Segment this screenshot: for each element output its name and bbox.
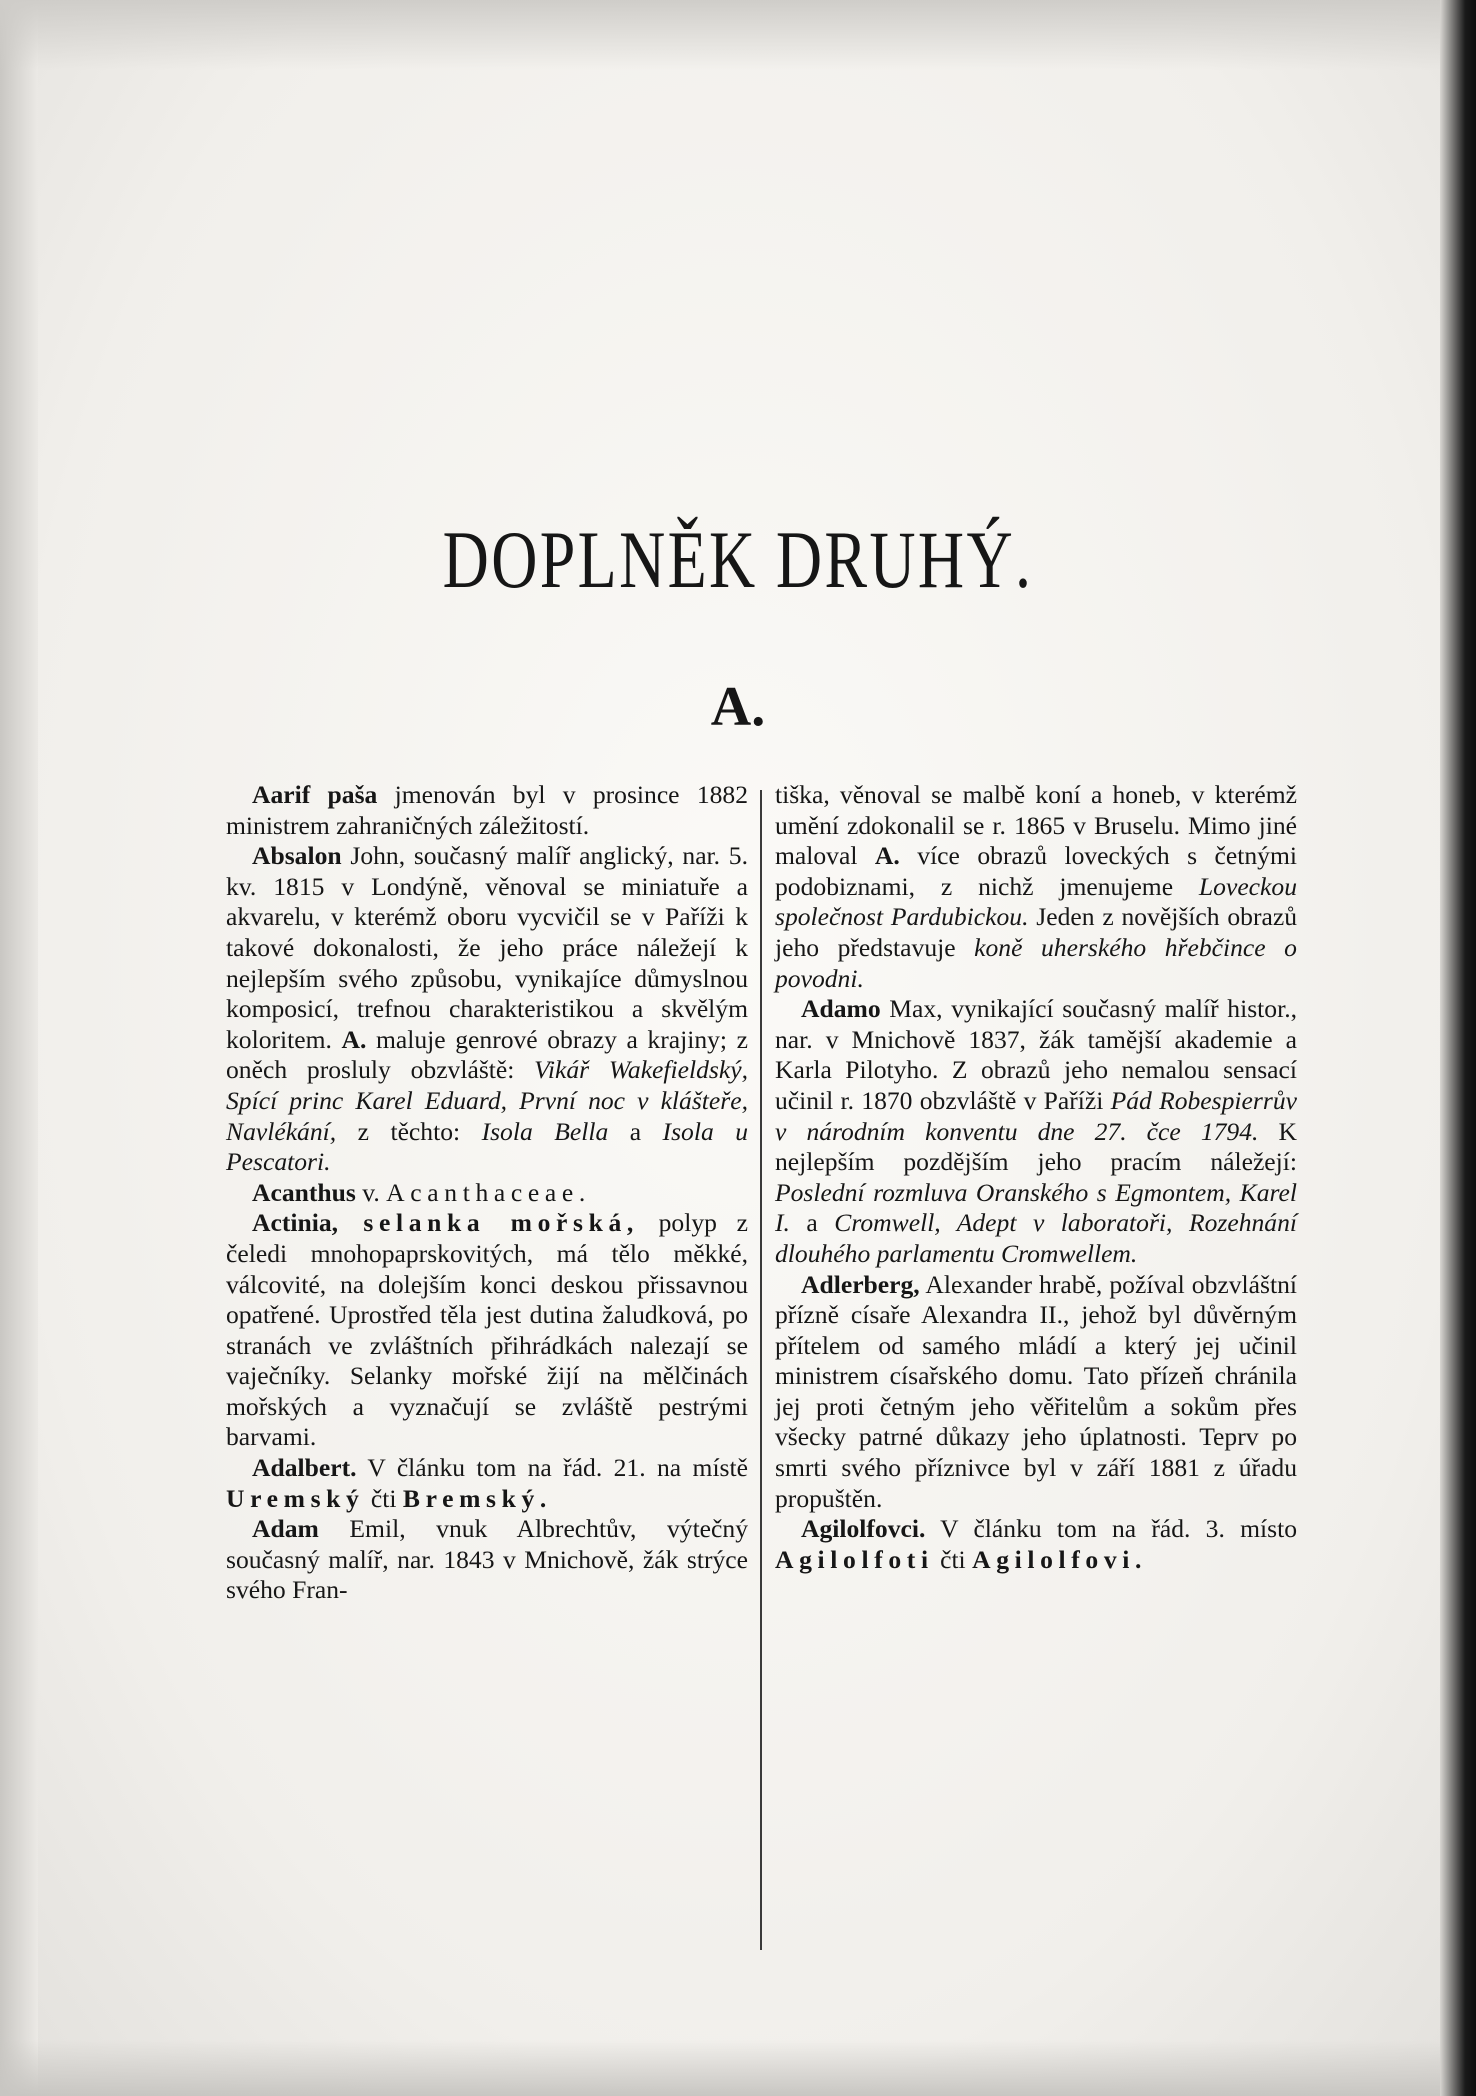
entry-text: v kterémž umění zdokonalil se r. 1865 v Bruselu. Mimo jiné maloval [775,780,1297,871]
entry-abbrev: A. [341,1024,367,1054]
right-column [775,780,1297,1575]
entry-adlerberg [775,1270,1297,1515]
entry-works: Isola u Pescatori. [226,1116,748,1177]
entry-headword: Adam [252,1514,319,1544]
entry-text: V článku tom na řád. 21. na místě [356,1453,748,1483]
entry-headword: Adalbert. [252,1453,357,1483]
entry-text: maluje genrové obrazy a krajiny; z oněch prosluly obzvláště: [226,1024,748,1085]
bottom-page-shadow [0,2040,1476,2096]
entry-text: a [789,1208,835,1238]
entry-text: Jeden z novějších obrazů jeho představuje [775,902,1297,962]
left-page-shadow [0,0,38,2096]
entry-works: Vikář Wakefieldský, Spící princ Karel Eduard, První noc v klášteře, Navlékání, [226,1055,748,1146]
entry-headword: Adlerberg, [801,1269,920,1299]
entry-headword: Aarif paša [252,780,378,809]
entry-text: v. [355,1177,387,1207]
entry-text: z těchto: [336,1116,482,1146]
entry-text: Emil, vnuk Albrechtův, výtečný současný malíř, nar. 1843 v Mnichově, žák strýce svého Fran- [226,1514,748,1605]
entry-text: Max, vynikající současný malíř histor., nar. v Mnichově 1837, žák tamější akademie a Karla Pilotyho. Z obrazů jeho nemalou sensací učinil r. 1870 obzvláště v Paříži [775,994,1297,1115]
right-binding-edge [1440,0,1476,2096]
entry-text: a [608,1116,663,1146]
page-title: DOPLNĚK DRUHÝ. [442,514,1034,605]
entry-acanthus [226,1178,748,1209]
entry-text: John, současný malíř anglický, nar. 5. kv. 1815 v Londýně, věnoval se miniatuře a akvarelu, v kterémž oboru vycvičil se v Paříži k takové dokonalosti, že jeho práce náležejí k nejlepším svého způsobu, vynikajíce důmyslnou komposicí, trefnou charakteristikou a skvělým koloritem. [226,841,748,1054]
section-letter: A. [710,676,766,738]
entry-headword: Actinia, [252,1208,339,1238]
entry-text: K nejlepším pozdějším jeho pracím náležejí: [775,1116,1298,1177]
entry-headword: Agilolfovci. [801,1514,926,1544]
entry-adamo [775,994,1297,1269]
entry-absalon [226,841,748,1178]
left-column [226,780,748,1606]
entry-spaced-term: Acanthaceae. [386,1177,591,1207]
top-page-shadow [0,0,1476,70]
entry-text: polyp z čeledi mnohopaprskovitých, má tělo měkké, válcovité, na dolejším konci deskou přissavnou opatřené. Uprostřed těla jest dutina žaludková, po stranách ve zvláštních přihrádkách nalezají se vaječníky. Selanky mořské žijí na mělčinách mořských a vyznačují se zvláště pestrými barvami. [226,1208,748,1452]
entry-spaced-term: Bremský. [402,1483,552,1513]
entry-text: čti [933,1544,973,1574]
entry-text: čti [364,1483,403,1513]
entry-agilolfovci [775,1514,1297,1575]
entry-works: Pád Robespierrův v národním konventu dne 27. čce 1794. [775,1085,1297,1146]
entry-adam [226,1514,748,1606]
entry-works: Isola Bella [481,1116,609,1146]
entry-works: koně uherského hřebčince o povodni. [775,932,1297,993]
entry-spaced-term: Agilolfoti [775,1544,934,1574]
entry-headword: Acanthus [252,1177,356,1207]
entry-text: Alexander hrabě, požíval obzvláštní přízně císaře Alexandra II., jehož byl důvěrným přítelem od samého mládí a který jej učinil ministrem císařského domu. Tato přízeň chránila jej proti četným jeho věřitelům a sokům přes všecky patrné důkazy jeho úplatnosti. Teprv po smrti svého příznivce byl v září 1881 z úřadu propuštěn. [775,1269,1297,1513]
entry-works: Cromwell, Adept v laboratoři, Rozehnání dlouhého parlamentu Cromwellem. [775,1208,1297,1268]
entry-headword: Absalon [252,841,342,871]
entry-works: Poslední rozmluva Oranského s Egmontem, Karel I. [775,1177,1297,1238]
entry-aarif-pasa [226,780,748,841]
entry-adam-continued [775,780,1297,994]
entry-adalbert [226,1453,748,1514]
entry-abbrev: A. [874,841,900,871]
entry-actinia [226,1208,748,1453]
entry-works: Loveckou společnost Pardubickou. [775,871,1297,932]
entry-spaced-term: Agilolfovi. [972,1544,1148,1574]
entry-spaced-term: Uremský [226,1483,365,1513]
entry-headword: Adamo [801,994,881,1024]
entry-text: jmenován byl v prosince 1882 ministrem zahraničných záležitostí. [226,780,749,840]
entry-text: tiška, věnoval se malbě koní a honeb, [775,780,1182,809]
entry-text: více obrazů loveckých s četnými podobiznami, z nichž jmenujeme [775,841,1297,901]
entry-spaced-term: selanka mořská, [338,1208,639,1238]
entry-text: V článku tom na řád. 3. místo [925,1514,1297,1544]
column-divider [760,790,762,1950]
